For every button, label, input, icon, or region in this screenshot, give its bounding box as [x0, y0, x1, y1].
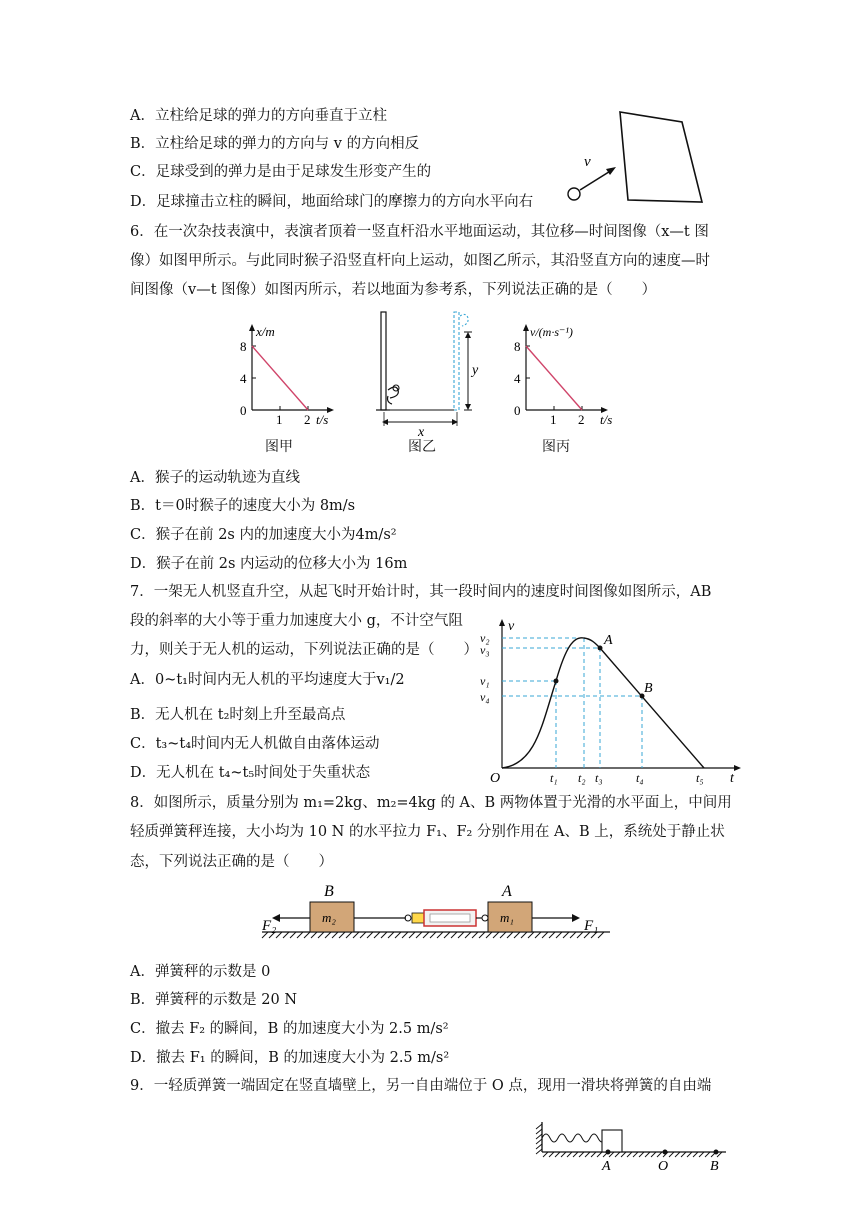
ground-hatch: [458, 932, 464, 938]
ground-hatch: [395, 932, 401, 938]
q8-m2: m₂: [322, 910, 336, 925]
ground-hatch: [633, 1152, 638, 1157]
fig-c-ytick: 8: [514, 339, 521, 354]
ground-hatch: [360, 932, 366, 938]
ground-hatch: [598, 932, 604, 938]
ground-hatch: [597, 1152, 602, 1157]
ground-hatch: [304, 932, 310, 938]
ground-hatch: [570, 932, 576, 938]
wall-hatch: [536, 1149, 542, 1154]
wall-hatch: [536, 1144, 542, 1149]
ground-hatch: [651, 1152, 656, 1157]
ground-hatch: [353, 932, 359, 938]
q6-stem-line-3: 间图像（v—t 图像）如图丙所示，若以地面为参考系，下列说法正确的是（ ）: [130, 282, 657, 298]
q5-option-a: A．立柱给足球的弹力的方向垂直于立柱: [130, 108, 387, 124]
ground-hatch: [528, 932, 534, 938]
q8-figure: [256, 880, 616, 950]
q5-option-d: D．足球撞击立柱的瞬间，地面给球门的摩擦力的方向水平向右: [130, 194, 534, 210]
ground-hatch: [645, 1152, 650, 1157]
ground-hatch: [374, 932, 380, 938]
ground-hatch: [549, 932, 555, 938]
q7-t2: t₂: [578, 771, 586, 785]
q6-option-b: B．t＝0时猴子的速度大小为 8m/s: [130, 498, 356, 514]
ground-hatch: [465, 932, 471, 938]
q5-option-b: B．立柱给足球的弹力的方向与 v 的方向相反: [130, 136, 420, 152]
q8-f1: F₁: [584, 918, 599, 934]
ground-hatch: [367, 932, 373, 938]
q7-vt-figure: [476, 614, 746, 786]
fig-c-ylabel: v/(m·s⁻¹): [530, 325, 573, 339]
q6-stem-line-2: 像）如图甲所示。与此同时猴子沿竖直杆向上运动，如图乙所示，其沿竖直方向的速度—时: [130, 253, 710, 269]
ground-hatch: [276, 932, 282, 938]
ground-hatch: [486, 932, 492, 938]
q7-option-c: C．t₃~t₄时间内无人机做自由落体运动: [130, 736, 380, 752]
q7-point-a: A: [604, 633, 613, 648]
ground-hatch: [579, 1152, 584, 1157]
ground-hatch: [325, 932, 331, 938]
fig-a-xtick: 2: [304, 412, 311, 427]
monkey-right: [460, 314, 468, 326]
wall-hatch: [536, 1139, 542, 1144]
q7-t4: t₄: [636, 771, 644, 785]
ground-hatch: [615, 1152, 620, 1157]
ball: [568, 188, 580, 200]
ground-hatch: [675, 1152, 680, 1157]
fig-a-ytick: 0: [240, 403, 247, 418]
q7-axis-t: t: [730, 771, 734, 786]
ground-hatch: [409, 932, 415, 938]
pole-left: [381, 312, 386, 410]
ground-hatch: [430, 932, 436, 938]
q8-option-d: D．撤去 F₁ 的瞬间，B 的加速度大小为 2.5 m/s²: [130, 1050, 450, 1066]
fig-a-xlabel: t/s: [316, 412, 329, 427]
q7-t3: t₃: [595, 771, 603, 785]
ground-hatch: [521, 932, 527, 938]
fig-b-label-x: x: [418, 425, 425, 438]
ground-hatch: [388, 932, 394, 938]
ground-hatch: [556, 932, 562, 938]
q7-axis-v: v: [508, 619, 515, 634]
q7-v4: v₄: [480, 690, 490, 704]
ground-hatch: [423, 932, 429, 938]
q6-stem-line-1: 6．在一次杂技表演中，表演者顶着一竖直杆沿水平地面运动，其位移—时间图像（x—t 图: [130, 224, 709, 240]
ground-hatch: [542, 932, 548, 938]
fig-a-xtick: 1: [276, 412, 283, 427]
ground-hatch: [402, 932, 408, 938]
ground-hatch: [561, 1152, 566, 1157]
q7-t5: t₅: [696, 771, 704, 785]
ground-hatch: [591, 1152, 596, 1157]
q8-stem-line-2: 轻质弹簧秤连接，大小均为 10 N 的水平拉力 F₁、F₂ 分别作用在 A、B 上，系统处于静止状: [130, 824, 725, 840]
fig-c-ytick: 4: [514, 371, 521, 386]
q7-stem-line-3: 力，则关于无人机的运动，下列说法正确的是（ ）: [130, 642, 478, 658]
q7-v1: v₁: [480, 674, 490, 688]
ground-hatch: [451, 932, 457, 938]
ground-hatch: [437, 932, 443, 938]
ground-hatch: [543, 1152, 548, 1157]
ground-hatch: [627, 1152, 632, 1157]
q7-point-b: B: [644, 681, 653, 696]
ground-hatch: [381, 932, 387, 938]
fig-a-ytick: 4: [240, 371, 247, 386]
q8-label-b: B: [324, 883, 334, 900]
q6-fig-b-diagram: [372, 308, 492, 438]
q9-stem-line-1: 9．一轻质弹簧一端固定在竖直墙壁上，另一自由端位于 O 点，现用一滑块将弹簧的自由端: [130, 1078, 712, 1094]
ground-hatch: [705, 1152, 710, 1157]
ground-hatch: [549, 1152, 554, 1157]
ground-hatch: [318, 932, 324, 938]
ground-hatch: [681, 1152, 686, 1157]
ground-hatch: [472, 932, 478, 938]
ground-hatch: [339, 932, 345, 938]
q6-fig-c-vt-graph: [502, 320, 622, 430]
fig-b-label-y: y: [472, 363, 479, 378]
ground-hatch: [346, 932, 352, 938]
ground-hatch: [699, 1152, 704, 1157]
pole-right-dashed: [454, 312, 459, 410]
q8-option-a: A．弹簧秤的示数是 0: [130, 964, 271, 980]
ground-hatch: [283, 932, 289, 938]
ground-hatch: [444, 932, 450, 938]
ground-hatch: [311, 932, 317, 938]
q6-fig-b-caption: 图乙: [408, 439, 436, 455]
q7-option-d: D．无人机在 t₄~t₅时间处于失重状态: [130, 765, 371, 781]
q7-v2: v₂: [480, 631, 490, 645]
velocity-label: v: [584, 154, 591, 170]
ground-hatch: [507, 932, 513, 938]
ground-hatch: [657, 1152, 662, 1157]
q6-option-c: C．猴子在前 2s 内的加速度大小为4m/s²: [130, 527, 397, 543]
fig-c-ytick: 0: [514, 403, 521, 418]
q6-option-a: A．猴子的运动轨迹为直线: [130, 470, 300, 486]
q9-label-o: O: [658, 1159, 669, 1174]
fig-c-xtick: 1: [550, 412, 557, 427]
wall-hatch: [536, 1134, 542, 1139]
q9-figure: [530, 1118, 740, 1176]
q7-stem-line-2: 段的斜率的大小等于重力加速度大小 g，不计空气阻: [130, 613, 463, 629]
q5-figure: [560, 110, 710, 210]
q6-option-d: D．猴子在前 2s 内运动的位移大小为 16m: [130, 556, 408, 572]
goalpost-shape: [620, 112, 702, 202]
spring: [542, 1134, 606, 1142]
q5-option-c: C．足球受到的弹力是由于足球发生形变产生的: [130, 164, 432, 180]
q8-m1: m₁: [500, 910, 514, 925]
ground-hatch: [479, 932, 485, 938]
slider-block: [602, 1130, 622, 1152]
q6-fig-a-caption: 图甲: [265, 439, 293, 455]
fig-c-xtick: 2: [578, 412, 585, 427]
fig-c-xlabel: t/s: [600, 412, 613, 427]
fig-a-line: [252, 346, 308, 410]
ground-hatch: [577, 932, 583, 938]
ground-hatch: [693, 1152, 698, 1157]
wall-hatch: [536, 1129, 542, 1134]
q7-v3: v₃: [480, 643, 490, 657]
fig-c-line: [526, 346, 582, 410]
wall-hatch: [536, 1124, 542, 1129]
q8-stem-line-3: 态，下列说法正确的是（ ）: [130, 854, 333, 870]
ground-hatch: [555, 1152, 560, 1157]
q7-option-a: A．0~t₁时间内无人机的平均速度大于v₁/2: [130, 672, 405, 688]
q8-stem-line-1: 8．如图所示，质量分别为 m₁=2kg、m₂=4kg 的 A、B 两物体置于光滑的水平面上，中间用: [130, 795, 732, 811]
fig-a-ytick: 8: [240, 339, 247, 354]
ground-hatch: [621, 1152, 626, 1157]
q8-label-a: A: [502, 883, 512, 900]
ground-hatch: [493, 932, 499, 938]
velocity-arrow: [580, 170, 612, 190]
q7-t1: t₁: [550, 771, 558, 785]
fig-a-ylabel: x/m: [256, 324, 275, 339]
ground-hatch: [535, 932, 541, 938]
ground-hatch: [639, 1152, 644, 1157]
q9-label-a: A: [602, 1159, 611, 1174]
q8-option-b: B．弹簧秤的示数是 20 N: [130, 992, 298, 1008]
ground-hatch: [669, 1152, 674, 1157]
ground-hatch: [585, 1152, 590, 1157]
ground-hatch: [573, 1152, 578, 1157]
ground-hatch: [500, 932, 506, 938]
ground-hatch: [514, 932, 520, 938]
ground-hatch: [332, 932, 338, 938]
ground-hatch: [687, 1152, 692, 1157]
ground-hatch: [563, 932, 569, 938]
q7-stem-line-1: 7．一架无人机竖直升空，从起飞时开始计时，其一段时间内的速度时间图像如图所示，AB: [130, 584, 712, 600]
q6-fig-c-caption: 图丙: [542, 439, 570, 455]
q7-curve: [502, 638, 704, 768]
q8-f2: F₂: [262, 918, 277, 934]
ground-hatch: [290, 932, 296, 938]
q6-fig-a-xt-graph: [228, 320, 338, 430]
ground-hatch: [416, 932, 422, 938]
q7-option-b: B．无人机在 t₂时刻上升至最高点: [130, 707, 346, 723]
q7-origin: O: [490, 771, 501, 786]
q9-label-b: B: [710, 1159, 719, 1174]
ground-hatch: [297, 932, 303, 938]
ground-hatch: [567, 1152, 572, 1157]
q8-option-c: C．撤去 F₂ 的瞬间，B 的加速度大小为 2.5 m/s²: [130, 1021, 449, 1037]
